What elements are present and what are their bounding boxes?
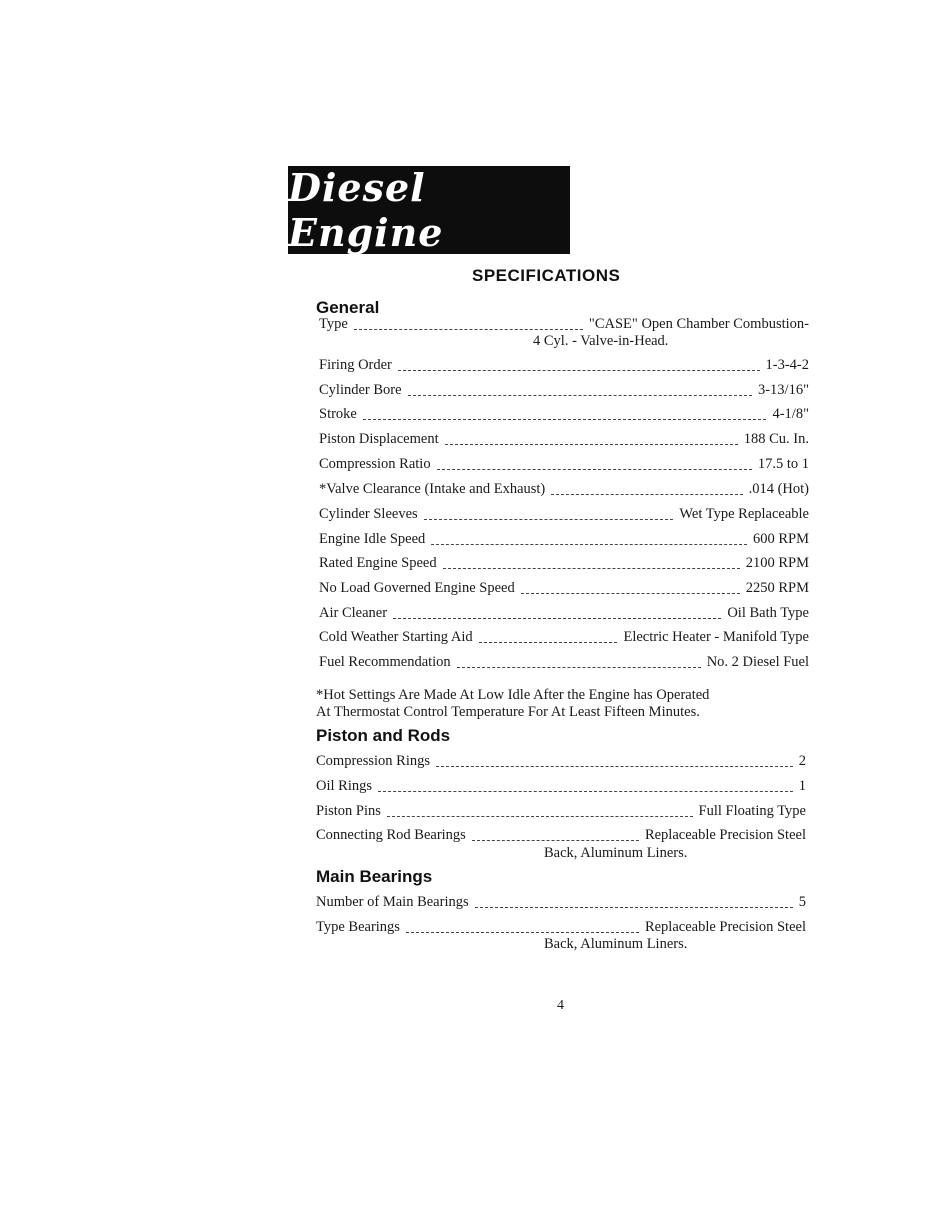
spec-label: Air Cleaner — [319, 605, 388, 621]
specifications-heading: SPECIFICATIONS — [472, 266, 621, 285]
leader-dashes — [443, 568, 740, 569]
spec-value: Electric Heater - Manifold Type — [623, 629, 809, 645]
leader-dashes — [479, 642, 618, 643]
spec-value: Replaceable Precision Steel — [644, 827, 806, 843]
leader-dashes — [472, 840, 639, 841]
spec-row — [319, 382, 809, 400]
spec-row — [319, 431, 809, 449]
spec-row-type — [319, 316, 809, 334]
leader-dashes — [436, 766, 793, 767]
spec-row — [319, 357, 809, 375]
spec-value: 2250 RPM — [745, 580, 809, 596]
spec-value: 5 — [798, 894, 806, 910]
spec-row — [316, 803, 806, 821]
spec-row — [319, 555, 809, 573]
spec-row — [319, 456, 809, 474]
spec-label: Oil Rings — [316, 778, 372, 794]
spec-value: 1 — [798, 778, 806, 794]
spec-label: Number of Main Bearings — [316, 894, 469, 910]
spec-value: 600 RPM — [752, 531, 809, 547]
spec-value: 4-1/8" — [772, 406, 809, 422]
leader-dashes — [475, 907, 793, 908]
spec-row — [319, 629, 809, 647]
leader-dashes — [408, 395, 752, 396]
leader-dashes — [393, 618, 721, 619]
spec-value: Oil Bath Type — [727, 605, 809, 621]
spec-value: 2100 RPM — [745, 555, 809, 571]
leader-dashes — [363, 419, 767, 420]
leader-dashes — [378, 791, 793, 792]
leader-dashes — [437, 469, 752, 470]
spec-row — [316, 894, 806, 912]
spec-row — [316, 827, 806, 845]
spec-value: "CASE" Open Chamber Combustion- — [588, 316, 809, 332]
leader-dashes — [431, 544, 747, 545]
spec-row — [316, 753, 806, 771]
spec-value: .014 (Hot) — [748, 481, 809, 497]
spec-value: 3-13/16" — [757, 382, 809, 398]
spec-value-continuation: 4 Cyl. - Valve-in-Head. — [533, 333, 669, 349]
footnote-line: At Thermostat Control Temperature For At Least Fifteen Minutes. — [316, 704, 700, 720]
section-piston-heading: Piston and Rods — [316, 726, 451, 745]
spec-value: Replaceable Precision Steel — [644, 919, 806, 935]
section-general-heading: General — [316, 298, 380, 317]
spec-row — [319, 506, 809, 524]
spec-label: Rated Engine Speed — [319, 555, 437, 571]
spec-row — [319, 654, 809, 672]
leader-dashes — [445, 444, 738, 445]
spec-row — [319, 406, 809, 424]
spec-row — [319, 580, 809, 598]
spec-label: No Load Governed Engine Speed — [319, 580, 515, 596]
spec-row — [316, 778, 806, 796]
spec-label: *Valve Clearance (Intake and Exhaust) — [319, 481, 546, 497]
spec-value-continuation: Back, Aluminum Liners. — [544, 845, 688, 861]
spec-label: Fuel Recommendation — [319, 654, 451, 670]
spec-value: Wet Type Replaceable — [679, 506, 809, 522]
document-title: Diesel Engine — [288, 165, 444, 255]
spec-label: Piston Displacement — [319, 431, 439, 447]
spec-row — [319, 605, 809, 623]
spec-row — [319, 481, 809, 499]
leader-dashes — [398, 370, 760, 371]
title-banner — [288, 166, 570, 254]
spec-label: Stroke — [319, 406, 357, 422]
leader-dashes — [406, 932, 639, 933]
spec-value: No. 2 Diesel Fuel — [706, 654, 809, 670]
page-number: 4 — [557, 998, 564, 1013]
spec-row — [319, 531, 809, 549]
spec-value: 188 Cu. In. — [743, 431, 809, 447]
leader-dashes — [354, 329, 583, 330]
spec-label: Cylinder Bore — [319, 382, 402, 398]
spec-value: Full Floating Type — [698, 803, 806, 819]
spec-value: 17.5 to 1 — [757, 456, 809, 472]
spec-label: Firing Order — [319, 357, 392, 373]
spec-row — [316, 919, 806, 937]
leader-dashes — [521, 593, 740, 594]
leader-dashes — [457, 667, 701, 668]
spec-label: Type — [319, 316, 348, 332]
leader-dashes — [424, 519, 674, 520]
spec-value-continuation: Back, Aluminum Liners. — [544, 936, 688, 952]
spec-label: Cold Weather Starting Aid — [319, 629, 473, 645]
spec-label: Compression Ratio — [319, 456, 431, 472]
spec-label: Cylinder Sleeves — [319, 506, 418, 522]
spec-value: 1-3-4-2 — [765, 357, 809, 373]
section-main-bearings-heading: Main Bearings — [316, 867, 433, 886]
spec-label: Engine Idle Speed — [319, 531, 426, 547]
footnote-line: *Hot Settings Are Made At Low Idle After the Engine has Operated — [316, 687, 710, 703]
leader-dashes — [551, 494, 742, 495]
spec-label: Piston Pins — [316, 803, 381, 819]
spec-value: 2 — [798, 753, 806, 769]
spec-label: Compression Rings — [316, 753, 430, 769]
spec-label: Connecting Rod Bearings — [316, 827, 466, 843]
leader-dashes — [387, 816, 693, 817]
spec-label: Type Bearings — [316, 919, 400, 935]
